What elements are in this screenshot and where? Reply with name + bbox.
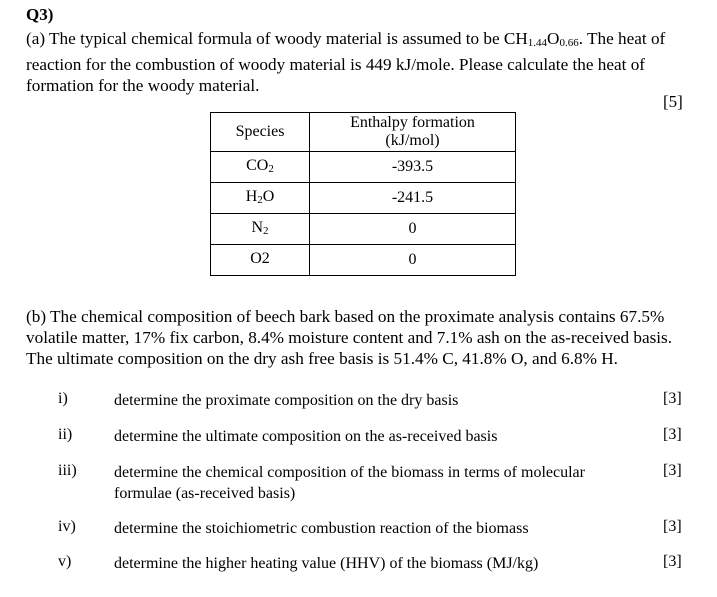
species-cell: $CO_2$ (211, 152, 310, 183)
question-heading: Q3) (26, 5, 54, 24)
part-a-paragraph (26, 28, 706, 96)
table-row (211, 245, 516, 276)
part-a-line-1: (a) The typical chemical formula of woody material is assumed to be $CH_{1.44}O_{0.66}$. The heat of (26, 29, 666, 49)
enthalpy-table (210, 112, 516, 276)
item-marks: [3] (663, 426, 682, 443)
value-cell: -393.5 (310, 152, 516, 183)
item-number: v) (58, 553, 72, 570)
species-cell: $H_2O$ (211, 183, 310, 214)
species-cell: $N_2$ (211, 214, 310, 245)
item-marks: [3] (663, 390, 682, 407)
part-b-paragraph (26, 306, 706, 369)
formula-h-subscript: 1.44 (527, 37, 548, 49)
item-number: i) (58, 390, 68, 407)
species-header: Species (211, 113, 310, 152)
table-row (211, 183, 516, 214)
item-text: determine the ultimate composition on the as-received basis (114, 428, 498, 445)
formula-o-subscript: 0.66 (559, 37, 579, 49)
item-text: determine the proximate composition on the dry basis (114, 392, 459, 409)
species-cell: O2 (211, 245, 310, 276)
part-b-line-3: The ultimate composition on the dry ash free basis is 51.4% C, 41.8% O, and 6.8% H. (26, 349, 618, 368)
item-text: determine the stoichiometric combustion reaction of the biomass (114, 520, 529, 537)
item-number: ii) (58, 426, 73, 443)
item-number: iv) (58, 518, 76, 535)
item-number: iii) (58, 462, 77, 479)
item-marks: [3] (663, 553, 682, 570)
part-b-line-1: (b) The chemical composition of beech bark based on the proximate analysis contains 67.5% (26, 307, 665, 326)
item-marks: [3] (663, 518, 682, 535)
table-row (211, 152, 516, 183)
part-a-line-3: formation for the woody material. (26, 76, 260, 95)
value-cell: 0 (310, 245, 516, 276)
value-cell: -241.5 (310, 183, 516, 214)
part-a-marks: [5] (663, 92, 683, 111)
table-header-row (211, 113, 516, 152)
table-row (211, 214, 516, 245)
enthalpy-header: Enthalpy formation (kJ/mol) (310, 113, 516, 152)
part-a-line-2: reaction for the combustion of woody material is 449 kJ/mole. Please calculate the heat of (26, 55, 646, 74)
value-cell: 0 (310, 214, 516, 245)
part-b-line-2: volatile matter, 17% fix carbon, 8.4% moisture content and 7.1% ash on the as-received basis. (26, 328, 673, 347)
item-text: determine the chemical composition of the biomass in terms of molecular formulae (as-received basis) (114, 464, 585, 502)
item-marks: [3] (663, 462, 682, 479)
item-text: determine the higher heating value (HHV) of the biomass (MJ/kg) (114, 555, 539, 572)
